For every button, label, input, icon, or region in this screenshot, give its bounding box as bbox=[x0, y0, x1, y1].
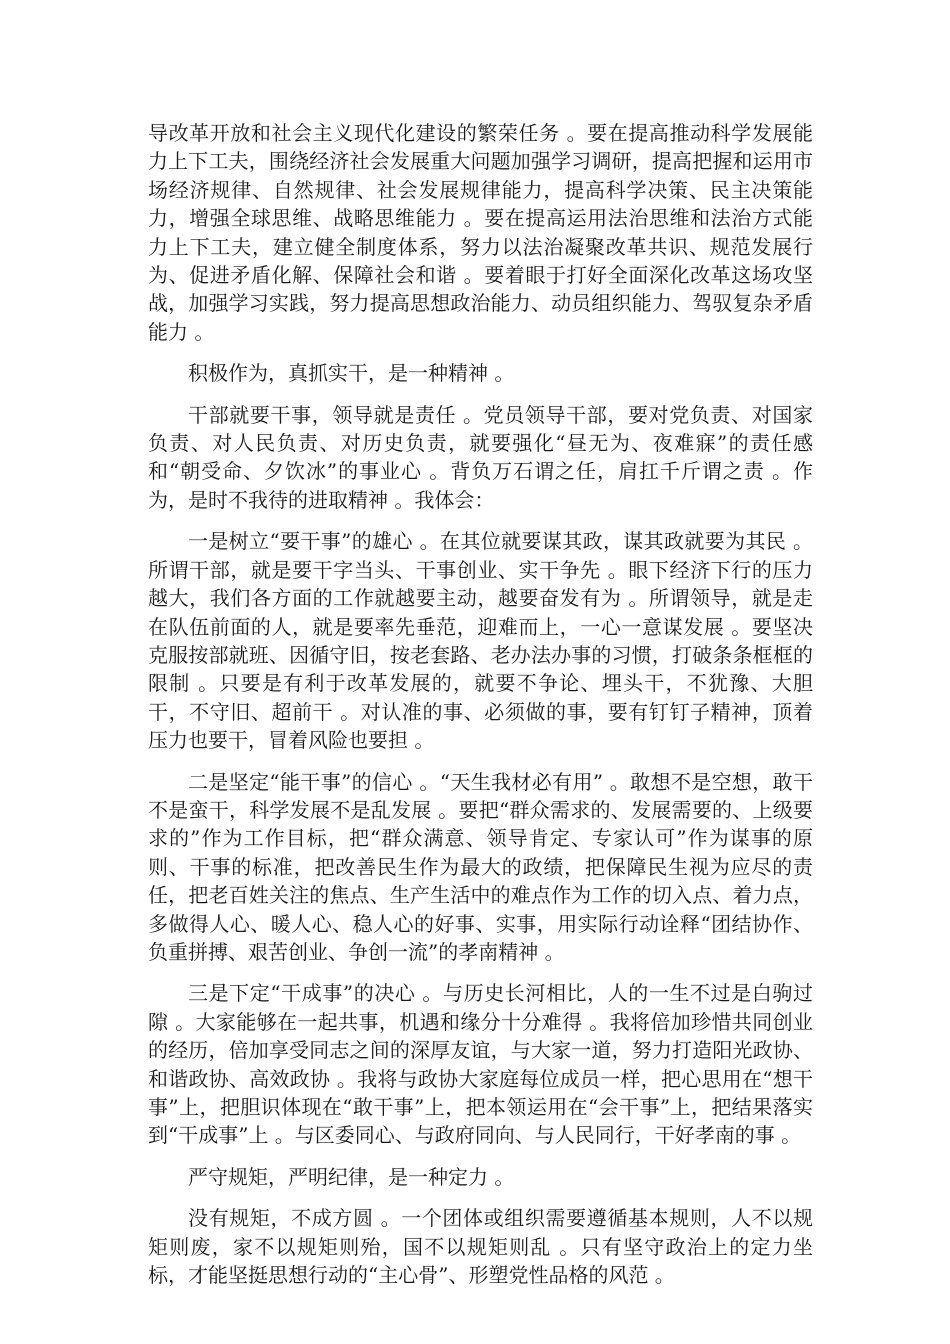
paragraph-rules: 没有规矩，不成方圆 。一个团体或组织需要遵循基本规则，人不以规矩则废，家不以规矩则殆，国不以规矩则乱 。只有坚守政治上的定力坐标，才能坚挺思想行动的“主心骨”、形塑党性品格的风范 。 bbox=[148, 1206, 813, 1288]
paragraph-continuation: 导改革开放和社会主义现代化建设的繁荣任务 。要在提高推动科学发展能力上下工夫，围绕经济社会发展重大问题加强学习调研，提高把握和运用市场经济规律、自然规律、社会发展规律能力，提高科学决策、民主决策能力，增强全球思维、战略思维能力 。要在提高运用法治思维和法治方式能力上下工夫，建立健全制度体系，努力以法治凝聚改革共识、规范发展行为、促进矛盾化解、保障社会和谐 。要着眼于打好全面深化改革这场攻坚战，加强学习实践，努力提高思想政治能力、动员组织能力、驾驭复杂矛盾能力 。 bbox=[148, 121, 813, 344]
document-body bbox=[148, 119, 813, 1302]
paragraph-heading-spirit: 积极作为，真抓实干，是一种精神 。 bbox=[188, 361, 515, 386]
paragraph-determination: 三是下定“干成事”的决心 。与历史长河相比，人的一生不过是白驹过隙 。大家能够在一起共事，机遇和缘分十分难得 。我将倍加珍惜共同创业的经历，倍加享受同志之间的深厚友谊，与大家一道，努力打造阳光政协、和谐政协、高效政协 。我将与政协大家庭每位成员一样，把心思用在“想干事”上，把胆识体现在“敢干事”上，把本领运用在“会干事”上，把结果落实到“干成事”上 。与区委同心、与政府同向、与人民同行，干好孝南的事 。 bbox=[148, 981, 813, 1148]
paragraph-responsibility: 干部就要干事，领导就是责任 。党员领导干部，要对党负责、对国家负责、对人民负责、对历史负责，就要强化“昼无为、夜难寐”的责任感和“朝受命、夕饮冰”的事业心 。背负万石谓之任，肩扛千斤谓之责 。作为，是时不我待的进取精神 。我体会： bbox=[148, 402, 813, 512]
paragraph-heading-discipline: 严守规矩，严明纪律，是一种定力 。 bbox=[188, 1164, 515, 1189]
paragraph-ambition: 一是树立“要干事”的雄心 。在其位就要谋其政，谋其政就要为其民 。所谓干部，就是要干字当头、干事创业、实干争先 。眼下经济下行的压力越大，我们各方面的工作就越要主动，越要奋发有为 。所谓领导，就是走在队伍前面的人，就是要率先垂范，迎难而上，一心一意谋发展 。要坚决克服按部就班、因循守旧，按老套路、老办法办事的习惯，打破条条框框的限制 。只要是有利于改革发展的，就要不争论、埋头干，不犹豫、大胆干，不守旧、超前干 。对认准的事、必须做的事，要有钉钉子精神，顶着压力也要干，冒着风险也要担 。 bbox=[148, 529, 813, 753]
paragraph-confidence: 二是坚定“能干事”的信心 。“天生我材必有用” 。敢想不是空想，敢干不是蛮干，科学发展不是乱发展 。要把“群众需求的、发展需要的、上级要求的”作为工作目标，把“群众满意、领导肯定、专家认可”作为谋事的原则、干事的标准，把改善民生作为最大的政绩，把保障民生视为应尽的责任，把老百姓关注的焦点、生产生活中的难点作为工作的切入点、着力点，多做得人心、暖人心、稳人心的好事、实事，用实际行动诠释“团结协作、负重拼搏、艰苦创业、争创一流”的孝南精神 。 bbox=[148, 769, 813, 964]
